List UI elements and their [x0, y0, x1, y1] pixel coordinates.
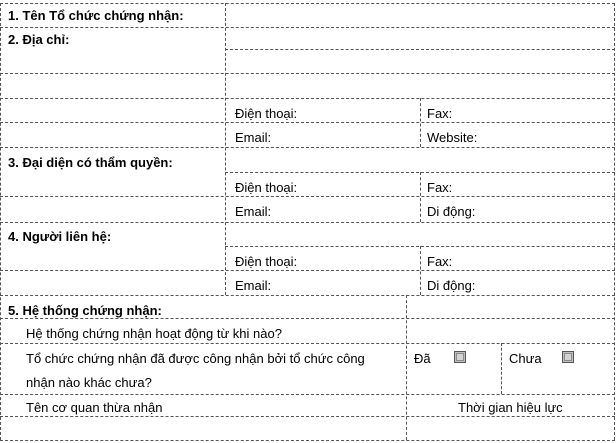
organization-name-field[interactable]: [226, 4, 614, 27]
column-divider: [420, 172, 421, 222]
row-divider: [0, 440, 615, 441]
address-field-line2[interactable]: [226, 50, 614, 73]
column-divider: [0, 3, 1, 440]
address-fax-label: Fax:: [427, 106, 453, 121]
contact-person-field[interactable]: [226, 223, 614, 246]
address-field-line3[interactable]: [226, 74, 614, 98]
organization-name-label: 1. Tên Tổ chức chứng nhận:: [8, 8, 184, 23]
system-since-question: Hệ thống chứng nhận hoạt động từ khi nào?: [26, 326, 282, 341]
option-yes-label: Đã: [414, 351, 431, 366]
address-label: 2. Địa chỉ:: [8, 32, 70, 47]
row-divider: [0, 122, 615, 123]
row-divider: [0, 394, 615, 395]
representative-fax-label: Fax:: [427, 180, 453, 195]
representative-field[interactable]: [226, 148, 614, 172]
row-divider: [0, 295, 615, 296]
contact-phone-label: Điện thoại:: [235, 254, 298, 269]
row-divider: [0, 343, 615, 344]
contact-email-label: Email:: [235, 278, 272, 293]
column-divider: [420, 246, 421, 295]
address-website-label: Website:: [427, 130, 478, 145]
certification-system-label: 5. Hệ thống chứng nhận:: [8, 303, 162, 318]
representative-label: 3. Đại diện có thẩm quyền:: [8, 155, 173, 170]
representative-mobile-label: Di động:: [427, 204, 476, 219]
agency-name-field[interactable]: [1, 417, 405, 440]
option-no-label: Chưa: [509, 351, 542, 366]
address-field-line1[interactable]: [226, 28, 614, 49]
accreditation-question-line1: Tổ chức chứng nhận đã được công nhận bởi tổ chức công: [26, 351, 365, 366]
column-divider: [501, 343, 502, 394]
row-divider: [0, 270, 615, 271]
option-yes-checkbox[interactable]: [454, 351, 466, 363]
accreditation-question-line2: nhận nào khác chưa?: [26, 375, 152, 390]
row-divider: [0, 196, 615, 197]
row-divider: [0, 98, 615, 99]
representative-phone-label: Điện thoại:: [235, 180, 298, 195]
address-email-label: Email:: [235, 130, 272, 145]
system-since-field[interactable]: [407, 319, 614, 343]
address-phone-label: Điện thoại:: [235, 106, 298, 121]
option-no-checkbox[interactable]: [562, 351, 574, 363]
contact-mobile-label: Di động:: [427, 278, 476, 293]
contact-person-label: 4. Người liên hệ:: [8, 229, 112, 244]
contact-fax-label: Fax:: [427, 254, 453, 269]
column-divider: [614, 3, 615, 440]
validity-period-header: Thời gian hiệu lực: [458, 400, 563, 415]
agency-name-header: Tên cơ quan thừa nhận: [26, 400, 163, 415]
validity-period-field[interactable]: [407, 417, 614, 440]
representative-email-label: Email:: [235, 204, 272, 219]
column-divider: [420, 98, 421, 147]
